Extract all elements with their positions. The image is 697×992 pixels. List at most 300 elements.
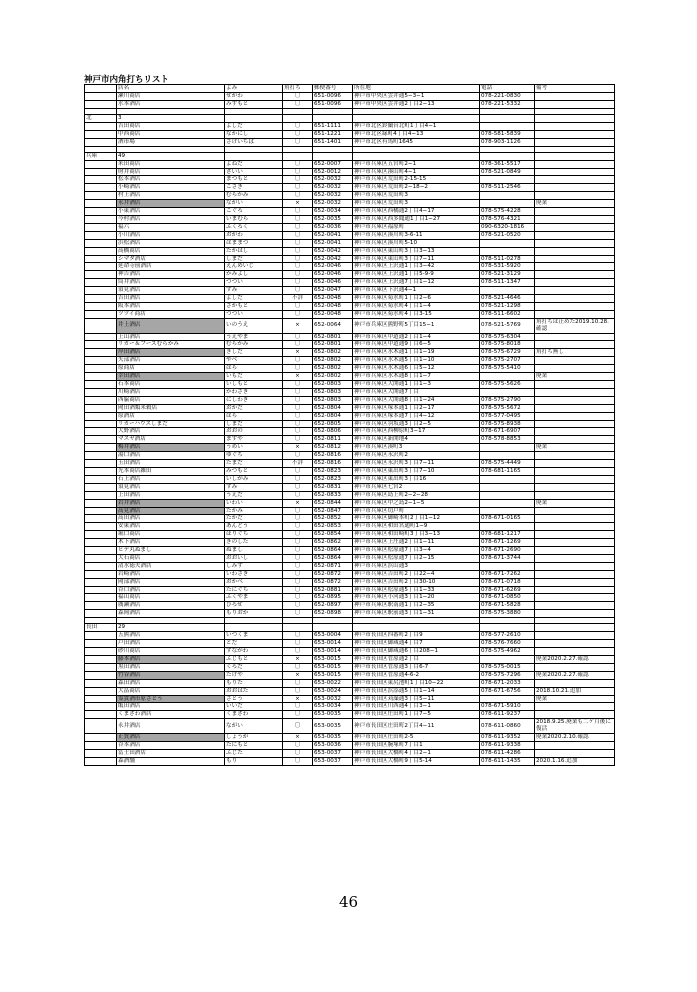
address-cell: 神戸市兵庫区大開通7丁目: [353, 388, 480, 396]
address-cell: 神戸市兵庫区羽坂通3丁目2−5: [353, 420, 480, 428]
address-cell: 神戸市兵庫区浜山通3: [353, 562, 480, 570]
kakuuchi-cell: 〇: [283, 594, 313, 602]
reading-cell: おがわ: [225, 231, 283, 239]
kakuuchi-cell: 〇: [283, 467, 313, 475]
shop-name-cell: 阪本酒店: [117, 302, 225, 310]
reading-cell: おおはた: [225, 687, 283, 695]
shop-name-cell: 29: [117, 624, 225, 632]
phone-cell: 078-361-5517: [480, 160, 535, 168]
ward-cell: [85, 130, 117, 138]
table-row: [85, 138, 615, 146]
phone-cell: 078-611-4286: [480, 749, 535, 757]
phone-cell: [480, 483, 535, 491]
ward-cell: [85, 215, 117, 223]
shop-name-cell: 須見酒店: [117, 483, 225, 491]
reading-cell: すみ: [225, 287, 283, 295]
reading-cell: つつい: [225, 310, 283, 318]
postal-code-cell: 652-0812: [313, 444, 353, 452]
postal-code-cell: 653-0037: [313, 749, 353, 757]
ward-cell: [85, 444, 117, 452]
table-row: [85, 757, 615, 765]
address-cell: 神戸市兵庫区西多聞通1丁目1−27: [353, 215, 480, 223]
address-cell: 神戸市兵庫区駅南通1丁目2−35: [353, 602, 480, 610]
kakuuchi-cell: 〇: [283, 231, 313, 239]
shop-name-cell: 浜松酒店: [117, 239, 225, 247]
address-cell: 神戸市兵庫区松原通7丁目3−4: [353, 547, 480, 555]
reading-cell: たにぐち: [225, 586, 283, 594]
phone-cell: [480, 523, 535, 531]
reading-cell: [225, 114, 283, 122]
shop-name-cell: 小川酒店: [117, 231, 225, 239]
ward-cell: [85, 271, 117, 279]
table-row: [85, 648, 615, 656]
shop-name-cell: 上山酒店: [117, 333, 225, 341]
ward-cell: [85, 263, 117, 271]
note-cell: [535, 255, 615, 263]
ward-cell: [85, 491, 117, 499]
phone-cell: 078-611-1435: [480, 757, 535, 765]
phone-cell: 078-575-4962: [480, 648, 535, 656]
shop-name-cell: マスヤ酒店: [117, 436, 225, 444]
note-cell: [535, 475, 615, 483]
note-cell: [535, 578, 615, 586]
ward-cell: [85, 719, 117, 734]
postal-code-cell: 652-0041: [313, 231, 353, 239]
reading-cell: かみよし: [225, 271, 283, 279]
shop-name-cell: 酒市場: [117, 138, 225, 146]
note-cell: [535, 711, 615, 719]
note-cell: 廃業: [535, 200, 615, 208]
postal-code-cell: 652-0806: [313, 428, 353, 436]
shop-name-cell: 矢部酒店: [117, 357, 225, 365]
reading-cell: くまざわ: [225, 711, 283, 719]
address-cell: 神戸市兵庫区中之島2−1−5: [353, 499, 480, 507]
reading-cell: ざいい: [225, 168, 283, 176]
phone-cell: 078-671-0718: [480, 578, 535, 586]
address-cell: 神戸市兵庫区吉田町2丁目30-10: [353, 578, 480, 586]
note-cell: 角打ちは止めた2019.10.28.確認: [535, 318, 615, 333]
address-cell: 神戸市兵庫区駅前通3丁目1−31: [353, 610, 480, 618]
reading-cell: ふくやま: [225, 594, 283, 602]
ward-cell: [85, 460, 117, 468]
postal-code-cell: 652-0801: [313, 333, 353, 341]
table-row: [85, 749, 615, 757]
note-cell: [535, 562, 615, 570]
table-row: [85, 247, 615, 255]
shop-name-cell: 木下酒店: [117, 539, 225, 547]
address-cell: 神戸市兵庫区水木通6丁目5−12: [353, 365, 480, 373]
header-cell: よみ: [225, 85, 283, 93]
ward-cell: [85, 176, 117, 184]
phone-cell: 078-671-6756: [480, 687, 535, 695]
note-cell: [535, 176, 615, 184]
note-cell: [535, 92, 615, 100]
table-row: [85, 711, 615, 719]
table-row: [85, 703, 615, 711]
kakuuchi-cell: 〇: [283, 92, 313, 100]
address-cell: 神戸市兵庫区荒田町3: [353, 200, 480, 208]
ward-cell: [85, 703, 117, 711]
table-row: [85, 223, 615, 231]
reading-cell: はら: [225, 365, 283, 373]
ward-cell: [85, 602, 117, 610]
address-cell: 神戸市北区鈴蘭台北町1丁目4−1: [353, 122, 480, 130]
reading-cell: ふじもと: [225, 656, 283, 664]
reading-cell: さけいちば: [225, 138, 283, 146]
ward-cell: [85, 365, 117, 373]
ward-cell: [85, 279, 117, 287]
kakuuchi-cell: 〇: [283, 223, 313, 231]
kakuuchi-cell: 不詳: [283, 460, 313, 468]
phone-cell: [480, 491, 535, 499]
shop-name-cell: ヒデ丸ぬまし: [117, 547, 225, 555]
address-cell: 神戸市兵庫区荒田町2−18−2: [353, 184, 480, 192]
reading-cell: くろだ: [225, 663, 283, 671]
note-cell: [535, 452, 615, 460]
address-cell: 神戸市長田区大橋町9丁目5-14: [353, 757, 480, 765]
ward-cell: [85, 475, 117, 483]
note-cell: [535, 138, 615, 146]
kakuuchi-cell: 〇: [283, 239, 313, 247]
postal-code-cell: 653-0014: [313, 648, 353, 656]
address-cell: 神戸市兵庫区東山町3丁目7−11: [353, 255, 480, 263]
kakuuchi-cell: 〇: [283, 711, 313, 719]
table-row: [85, 239, 615, 247]
table-row: [85, 475, 615, 483]
kakuuchi-cell: 〇: [283, 507, 313, 515]
address-cell: 神戸市兵庫区東出町3丁目16: [353, 475, 480, 483]
note-cell: [535, 648, 615, 656]
table-row: [85, 184, 615, 192]
postal-code-cell: 652-0864: [313, 554, 353, 562]
kakuuchi-cell: 〇: [283, 381, 313, 389]
table-row: [85, 586, 615, 594]
kakuuchi-cell: 〇: [283, 130, 313, 138]
address-cell: 神戸市兵庫区菊水町4丁目3-15: [353, 310, 480, 318]
ward-cell: [85, 223, 117, 231]
postal-code-cell: 653-0014: [313, 640, 353, 648]
address-cell: 神戸市兵庫区上沢通1丁目3−42: [353, 263, 480, 271]
table-row: [85, 200, 615, 208]
shop-name-cell: 原商店: [117, 365, 225, 373]
phone-cell: 078-611-9338: [480, 741, 535, 749]
note-cell: [535, 122, 615, 130]
reading-cell: いいだ: [225, 703, 283, 711]
shop-name-cell: 黒田酒店: [117, 663, 225, 671]
address-cell: 神戸市兵庫区中道通2丁目1−4: [353, 333, 480, 341]
address-cell: 神戸市兵庫区西柳原町3−17: [353, 428, 480, 436]
kakuuchi-cell: 〇: [283, 554, 313, 562]
reading-cell: よしだ: [225, 295, 283, 303]
ward-cell: [85, 749, 117, 757]
shop-name-cell: 大野酒店: [117, 428, 225, 436]
kakuuchi-cell: ×: [283, 499, 313, 507]
reading-cell: しまだ: [225, 255, 283, 263]
shop-name-cell: 筒井酒店: [117, 279, 225, 287]
note-cell: [535, 263, 615, 271]
ward-cell: [85, 586, 117, 594]
ward-cell: [85, 734, 117, 742]
address-cell: 神戸市兵庫区塚本通7丁目4−12: [353, 412, 480, 420]
note-cell: [535, 515, 615, 523]
address-cell: 神戸市兵庫区水木通8丁目1−7: [353, 373, 480, 381]
shop-name-cell: 上田酒店: [117, 491, 225, 499]
note-cell: [535, 333, 615, 341]
kakuuchi-cell: 〇: [283, 632, 313, 640]
kakuuchi-cell: 〇: [283, 341, 313, 349]
phone-cell: 078-521-0849: [480, 168, 535, 176]
kakuuchi-cell: 〇: [283, 703, 313, 711]
reading-cell: うえだ: [225, 491, 283, 499]
kakuuchi-cell: [283, 114, 313, 122]
phone-cell: 078-671-7262: [480, 570, 535, 578]
kakuuchi-cell: 〇: [283, 578, 313, 586]
table-row: [85, 499, 615, 507]
reading-cell: ゆぐち: [225, 452, 283, 460]
reading-cell: つつい: [225, 279, 283, 287]
address-cell: [353, 152, 480, 160]
postal-code-cell: 653-0022: [313, 679, 353, 687]
postal-code-cell: 652-0895: [313, 594, 353, 602]
table-row: [85, 467, 615, 475]
note-cell: [535, 507, 615, 515]
address-cell: 神戸市兵庫区菊水町1丁目2−6: [353, 295, 480, 303]
table-row: [85, 679, 615, 687]
reading-cell: やべ: [225, 357, 283, 365]
postal-code-cell: 653-0015: [313, 671, 353, 679]
ward-cell: [85, 547, 117, 555]
ward-cell: [85, 239, 117, 247]
postal-code-cell: 652-0853: [313, 523, 353, 531]
kakuuchi-cell: 〇: [283, 247, 313, 255]
kakuuchi-cell: 不詳: [283, 295, 313, 303]
postal-code-cell: 652-0032: [313, 192, 353, 200]
address-cell: 神戸市長田区菅原通2丁目: [353, 656, 480, 664]
address-cell: 神戸市兵庫区東山町3丁目3−13: [353, 247, 480, 255]
postal-code-cell: 652-0881: [313, 586, 353, 594]
reading-cell: おかべ: [225, 578, 283, 586]
reading-cell: はままつ: [225, 239, 283, 247]
shop-name-cell: 瀬川商店: [117, 92, 225, 100]
postal-code-cell: 652-0048: [313, 302, 353, 310]
table-row: [85, 624, 615, 632]
table-row: [85, 562, 615, 570]
phone-cell: [480, 122, 535, 130]
shop-name-cell: 玉田酒店: [117, 460, 225, 468]
address-cell: 神戸市兵庫区松原通7丁目2−15: [353, 554, 480, 562]
ward-cell: [85, 757, 117, 765]
postal-code-cell: 652-0048: [313, 310, 353, 318]
ward-cell: [85, 640, 117, 648]
address-cell: 神戸市長田区庄田町1丁目7−5: [353, 711, 480, 719]
postal-code-cell: 653-0035: [313, 719, 353, 734]
reading-cell: いのうえ: [225, 318, 283, 333]
reading-cell: もり: [225, 757, 283, 765]
phone-cell: 078-681-1165: [480, 467, 535, 475]
postal-code-cell: 651-1401: [313, 138, 353, 146]
kakuuchi-cell: 〇: [283, 365, 313, 373]
kakuuchi-cell: 〇: [283, 586, 313, 594]
address-cell: 神戸市長田区御蔵通4丁目7: [353, 640, 480, 648]
kakuuchi-cell: 〇: [283, 192, 313, 200]
table-row: [85, 741, 615, 749]
postal-code-cell: 653-0015: [313, 656, 353, 664]
phone-cell: [480, 152, 535, 160]
postal-code-cell: 652-0803: [313, 388, 353, 396]
ward-cell: [85, 100, 117, 108]
table-row: [85, 396, 615, 404]
kakuuchi-cell: 〇: [283, 719, 313, 734]
note-cell: [535, 295, 615, 303]
postal-code-cell: 652-0897: [313, 602, 353, 610]
note-cell: [535, 586, 615, 594]
table-row: [85, 531, 615, 539]
address-cell: 神戸市北区緑町4丁目4−13: [353, 130, 480, 138]
ward-cell: [85, 192, 117, 200]
phone-cell: 078-576-7660: [480, 640, 535, 648]
note-cell: [535, 436, 615, 444]
note-cell: [535, 271, 615, 279]
table-row: [85, 310, 615, 318]
shop-name-cell: 大石商店: [117, 554, 225, 562]
phone-cell: 078-521-1298: [480, 302, 535, 310]
address-cell: 神戸市兵庫区永沢町3丁目7−11: [353, 460, 480, 468]
postal-code-cell: 652-0831: [313, 483, 353, 491]
note-cell: [535, 287, 615, 295]
phone-cell: 078-575-8018: [480, 341, 535, 349]
address-cell: 神戸市兵庫区西橘通2丁目4−17: [353, 208, 480, 216]
kakuuchi-cell: ×: [283, 734, 313, 742]
address-cell: 神戸市長田区川西通4丁目3−1: [353, 703, 480, 711]
postal-code-cell: 652-0852: [313, 515, 353, 523]
postal-code-cell: [313, 624, 353, 632]
phone-cell: 078-671-2033: [480, 679, 535, 687]
note-cell: [535, 749, 615, 757]
phone-cell: 078-221-5332: [480, 100, 535, 108]
header-cell: 店名: [117, 85, 225, 93]
postal-code-cell: 651-0096: [313, 100, 353, 108]
phone-cell: 078-671-3744: [480, 554, 535, 562]
phone-cell: 078-671-2690: [480, 547, 535, 555]
kakuuchi-cell: 〇: [283, 602, 313, 610]
reading-cell: ぬまし: [225, 547, 283, 555]
kakuuchi-cell: [283, 624, 313, 632]
ward-cell: [85, 200, 117, 208]
ward-cell: [85, 523, 117, 531]
kakuuchi-cell: 〇: [283, 168, 313, 176]
shop-name-cell: 幸田酒店: [117, 373, 225, 381]
shop-name-cell: 49: [117, 152, 225, 160]
reading-cell: よしだ: [225, 122, 283, 130]
ward-cell: [85, 231, 117, 239]
kakuuchi-cell: 〇: [283, 396, 313, 404]
shop-name-cell: 梅井酒店: [117, 444, 225, 452]
note-cell: [535, 341, 615, 349]
kakuuchi-cell: [283, 152, 313, 160]
note-cell: [535, 160, 615, 168]
address-cell: 神戸市長田区庄田町2丁目4−11: [353, 719, 480, 734]
phone-cell: 078-575-5410: [480, 365, 535, 373]
address-cell: 神戸市長田区浜添通5丁目1−14: [353, 687, 480, 695]
kakuuchi-cell: 〇: [283, 302, 313, 310]
table-row: [85, 404, 615, 412]
shop-name-cell: 廣瀬酒店: [117, 602, 225, 610]
table-row: [85, 130, 615, 138]
address-cell: 神戸市兵庫区松原通5丁目1−33: [353, 586, 480, 594]
kakuuchi-cell: 〇: [283, 215, 313, 223]
reading-cell: たけや: [225, 671, 283, 679]
note-cell: [535, 640, 615, 648]
postal-code-cell: 652-0803: [313, 381, 353, 389]
phone-cell: 078-671-0850: [480, 594, 535, 602]
table-row: [85, 719, 615, 734]
shop-name-cell: 3: [117, 114, 225, 122]
note-cell: [535, 247, 615, 255]
postal-code-cell: 652-0816: [313, 460, 353, 468]
table-row: [85, 302, 615, 310]
table-row: [85, 263, 615, 271]
table-row: [85, 734, 615, 742]
header-cell: 所在地: [353, 85, 480, 93]
table-row: [85, 373, 615, 381]
phone-cell: 078-521-5769: [480, 318, 535, 333]
note-cell: [535, 679, 615, 687]
reading-cell: むらかみ: [225, 192, 283, 200]
shop-name-cell: 松本酒店: [117, 176, 225, 184]
ward-cell: [85, 539, 117, 547]
ward-cell: [85, 373, 117, 381]
kakuuchi-cell: 〇: [283, 412, 313, 420]
note-cell: [535, 396, 615, 404]
phone-cell: [480, 200, 535, 208]
reading-cell: いしもと: [225, 381, 283, 389]
shop-name-cell: 吉田酒店: [117, 295, 225, 303]
note-cell: [535, 741, 615, 749]
note-cell: 廃業2020.2.10.確認: [535, 734, 615, 742]
postal-code-cell: 652-0048: [313, 295, 353, 303]
address-cell: 神戸市兵庫区和田宮通町1−9: [353, 523, 480, 531]
note-cell: 角打ち無し: [535, 349, 615, 357]
shop-name-cell: 中西商店: [117, 130, 225, 138]
reading-cell: あんどう: [225, 523, 283, 531]
note-cell: [535, 223, 615, 231]
shop-name-cell: 石上酒店: [117, 475, 225, 483]
reading-cell: せがわ: [225, 92, 283, 100]
phone-cell: [480, 192, 535, 200]
postal-code-cell: 653-0024: [313, 687, 353, 695]
ward-cell: [85, 687, 117, 695]
postal-code-cell: 652-0035: [313, 215, 353, 223]
shop-name-cell: 延命寺前酒店: [117, 263, 225, 271]
phone-cell: [480, 624, 535, 632]
table-row: [85, 663, 615, 671]
reading-cell: こぐろ: [225, 208, 283, 216]
ward-cell: [85, 247, 117, 255]
note-cell: 2018.9.25.廃業も二ケ月後に復活: [535, 719, 615, 734]
kakuuchi-cell: 〇: [283, 138, 313, 146]
ward-cell: [85, 208, 117, 216]
note-cell: [535, 531, 615, 539]
note-cell: [535, 412, 615, 420]
kakuuchi-cell: ×: [283, 695, 313, 703]
ward-cell: [85, 310, 117, 318]
address-cell: 神戸市兵庫区中道通9丁目6−5: [353, 341, 480, 349]
reading-cell: きのした: [225, 539, 283, 547]
phone-cell: 078-511-1347: [480, 279, 535, 287]
shop-name-cell: 福六: [117, 223, 225, 231]
ward-cell: [85, 341, 117, 349]
address-cell: 神戸市長田区四番町2丁目9: [353, 632, 480, 640]
